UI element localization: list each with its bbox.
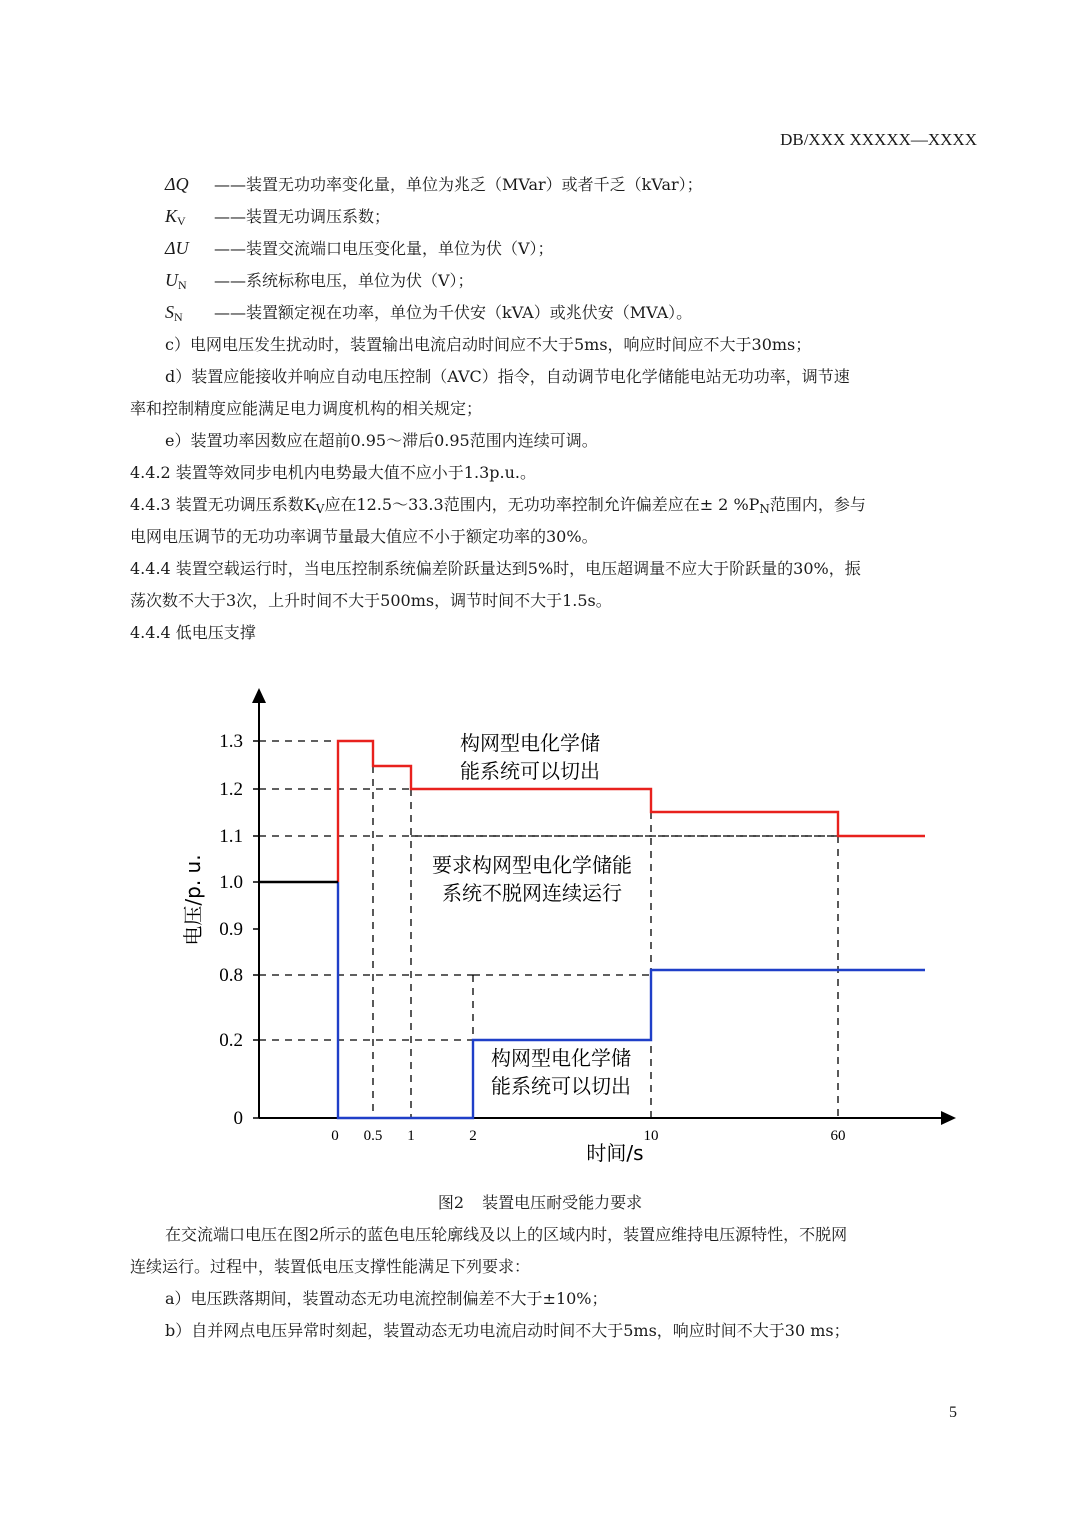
annotation-upper-line2: 能系统可以切出	[460, 759, 600, 783]
y-tick-label: 1.0	[219, 872, 243, 893]
section-4-4-4a-line1: 4.4.4 装置空载运行时，当电压控制系统偏差阶跃量达到5%时，电压超调量不应大于阶跃量的30%，振	[130, 559, 861, 578]
x-tick-label: 60	[830, 1128, 846, 1144]
y-axis-arrow	[252, 688, 266, 703]
x-axis-arrow	[941, 1111, 956, 1125]
section-4-4-4a-line2: 荡次数不大于3次，上升时间不大于500ms，调节时间不大于1.5s。	[130, 591, 612, 610]
def-text: ——装置无功功率变化量，单位为兆乏（MVar）或者千乏（kVar）；	[214, 175, 703, 194]
y-tick-label: 1.1	[219, 826, 243, 847]
def-symbol: $U_N$	[165, 270, 187, 292]
standard-code: DB/XXX XXXXX—XXXX	[780, 130, 977, 149]
def-symbol: $S_N$	[165, 302, 183, 324]
x-tick-label: 0	[331, 1128, 339, 1144]
def-symbol: ΔQ	[165, 174, 189, 194]
y-tick-label: 0.9	[219, 919, 243, 940]
annotation-middle-line2: 系统不脱网连续运行	[442, 881, 622, 905]
x-axis-label: 时间/s	[586, 1141, 644, 1165]
def-text: ——装置额定视在功率，单位为千伏安（kVA）或兆伏安（MVA）。	[214, 303, 693, 322]
series-line-1	[338, 882, 925, 1118]
x-tick-label: 1	[407, 1128, 415, 1144]
y-tick-label: 0.8	[219, 965, 243, 986]
def-text: ——装置交流端口电压变化量，单位为伏（V）；	[214, 239, 554, 258]
y-tick-label: 0	[233, 1108, 243, 1129]
paragraph-line1: 在交流端口电压在图2所示的蓝色电压轮廓线及以上的区域内时，装置应维持电压源特性，不脱网	[165, 1225, 848, 1244]
def-text: ——装置无功调压系数；	[214, 207, 391, 226]
section-4-4-2: 4.4.2 装置等效同步电机内电势最大值不应小于1.3p.u.。	[130, 463, 536, 482]
item-d-line1: d）装置应能接收并响应自动电压控制（AVC）指令，自动调节电化学储能电站无功功率，调节速	[165, 367, 850, 386]
item-d-line2: 率和控制精度应能满足电力调度机构的相关规定；	[130, 399, 483, 418]
item-e: e）装置功率因数应在超前0.95～滞后0.95范围内连续可调。	[165, 431, 598, 450]
y-tick-label: 1.2	[219, 779, 243, 800]
page-number: 5	[949, 1404, 957, 1421]
requirement-b: b）自并网点电压异常时刻起，装置动态无功电流启动时间不大于5ms，响应时间不大于30 ms；	[165, 1321, 850, 1340]
annotation-lower-line2: 能系统可以切出	[491, 1074, 631, 1098]
annotation-upper-line1: 构网型电化学储	[460, 731, 600, 755]
requirement-a: a）电压跌落期间，装置动态无功电流控制偏差不大于±10%；	[165, 1289, 608, 1308]
def-symbol: ΔU	[165, 238, 189, 258]
figure-caption: 图2 装置电压耐受能力要求	[437, 1193, 643, 1212]
annotation-middle-line1: 要求构网型电化学储能	[432, 853, 632, 877]
y-tick-label: 1.3	[219, 731, 243, 752]
y-tick-label: 0.2	[219, 1030, 243, 1051]
section-4-4-3-line1: 4.4.3 装置无功调压系数$K_V$应在12.5～33.3范围内，无功功率控制允许偏差应在± 2 $\%P_N$范围内，参与	[130, 495, 866, 516]
def-text: ——系统标称电压，单位为伏（V）；	[214, 271, 474, 290]
section-4-4-4b-heading: 4.4.4 低电压支撑	[130, 623, 256, 642]
voltage-tolerance-chart	[0, 670, 1080, 1190]
paragraph-line2: 连续运行。过程中，装置低电压支撑性能满足下列要求：	[130, 1257, 531, 1276]
section-4-4-3-line2: 电网电压调节的无功功率调节量最大值应不小于额定功率的30%。	[130, 527, 598, 546]
annotation-lower-line1: 构网型电化学储	[491, 1046, 631, 1070]
y-axis-label: 电压/p. u.	[181, 854, 205, 946]
x-tick-label: 2	[469, 1128, 477, 1144]
x-tick-label: 0.5	[363, 1128, 383, 1144]
def-symbol: $K_V$	[165, 206, 186, 228]
item-c: c）电网电压发生扰动时，装置输出电流启动时间应不大于5ms，响应时间应不大于30ms；	[165, 335, 812, 354]
x-tick-label: 10	[643, 1128, 659, 1144]
